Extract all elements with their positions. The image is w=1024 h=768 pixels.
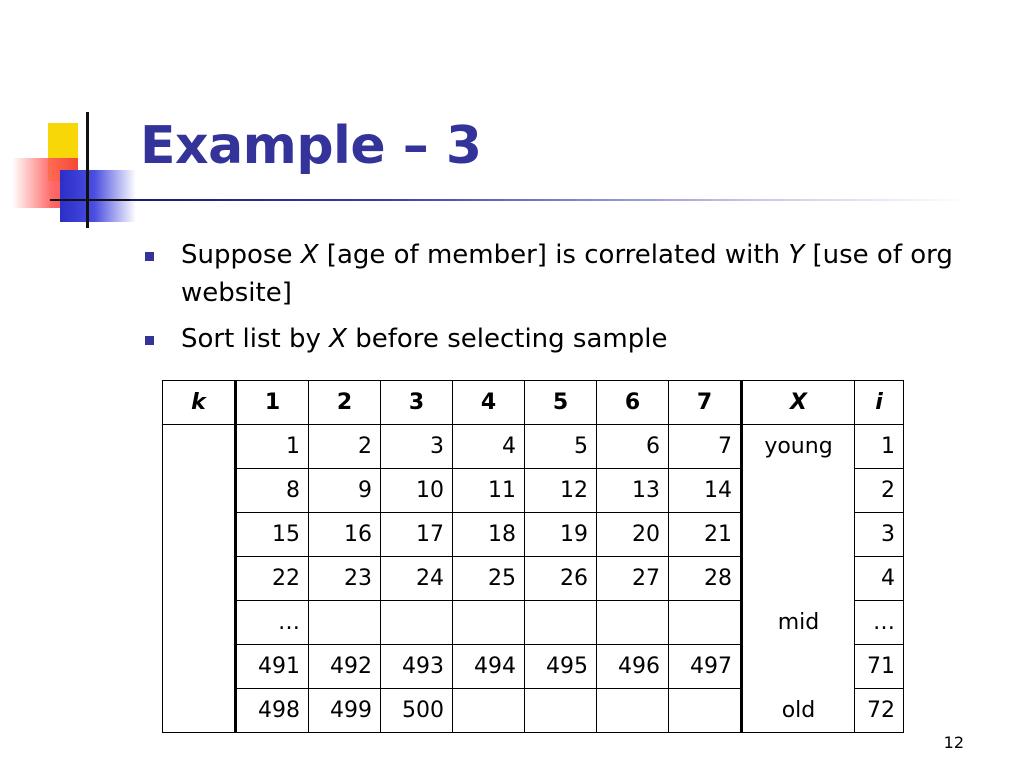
table-cell: 1 (236, 425, 309, 469)
table-cell: 20 (597, 513, 669, 557)
k-cell (163, 689, 236, 733)
k-cell (163, 425, 236, 469)
k-cell (163, 645, 236, 689)
table-cell (597, 689, 669, 733)
table-cell: 10 (381, 469, 453, 513)
i-cell: 72 (855, 689, 904, 733)
bullet-text: before selecting sample (346, 324, 668, 354)
x-cell (742, 557, 855, 601)
table-cell: 500 (381, 689, 453, 733)
table-cell: 16 (309, 513, 381, 557)
variable-name: Y (788, 240, 805, 270)
table-cell: 24 (381, 557, 453, 601)
table-row (163, 645, 904, 689)
header-col-4: 4 (453, 381, 525, 425)
table-row (163, 557, 904, 601)
i-cell: 3 (855, 513, 904, 557)
x-cell: mid (742, 601, 855, 645)
k-cell (163, 513, 236, 557)
decor-blue-square (60, 170, 136, 222)
x-cell (742, 645, 855, 689)
i-cell: 71 (855, 645, 904, 689)
i-cell: 4 (855, 557, 904, 601)
table-cell: 498 (236, 689, 309, 733)
table-cell: 15 (236, 513, 309, 557)
table-header-row (163, 381, 904, 425)
table-cell: 5 (525, 425, 597, 469)
table-cell: 8 (236, 469, 309, 513)
bullet-text: Suppose (181, 240, 301, 270)
table-cell: 495 (525, 645, 597, 689)
variable-name: X (300, 240, 319, 270)
i-cell: 1 (855, 425, 904, 469)
table-cell: 491 (236, 645, 309, 689)
header-col-1: 1 (236, 381, 309, 425)
table-cell: 19 (525, 513, 597, 557)
square-bullet-icon (145, 252, 154, 261)
header-i: i (855, 381, 904, 425)
table-row (163, 689, 904, 733)
header-k: k (163, 381, 236, 425)
i-cell: … (855, 601, 904, 645)
header-col-7: 7 (669, 381, 742, 425)
table-cell: 492 (309, 645, 381, 689)
x-cell: old (742, 689, 855, 733)
table-cell: 27 (597, 557, 669, 601)
slide-title: Example – 3 (140, 116, 482, 176)
decor-vertical-line (86, 112, 89, 228)
k-cell (163, 469, 236, 513)
table-cell: 2 (309, 425, 381, 469)
table-cell: 12 (525, 469, 597, 513)
table-cell (381, 601, 453, 645)
systematic-sample-table (162, 380, 904, 733)
table-cell: 6 (597, 425, 669, 469)
bullet-item (143, 320, 963, 358)
header-col-2: 2 (309, 381, 381, 425)
table-cell: 14 (669, 469, 742, 513)
decor-horizontal-line (50, 199, 140, 201)
table-cell: 3 (381, 425, 453, 469)
table-cell: 26 (525, 557, 597, 601)
table-cell: 28 (669, 557, 742, 601)
table-cell (453, 689, 525, 733)
table-cell: 494 (453, 645, 525, 689)
variable-name: X (329, 324, 347, 354)
table-cell: 499 (309, 689, 381, 733)
table-cell: 22 (236, 557, 309, 601)
x-cell (742, 469, 855, 513)
table-row (163, 513, 904, 557)
table-cell: 18 (453, 513, 525, 557)
table-cell (525, 689, 597, 733)
header-col-5: 5 (525, 381, 597, 425)
table-cell: 21 (669, 513, 742, 557)
table-cell (453, 601, 525, 645)
bullet-text: Sort list by (181, 324, 330, 354)
table-row (163, 601, 904, 645)
table-cell (309, 601, 381, 645)
header-col-6: 6 (597, 381, 669, 425)
page-number: 12 (943, 733, 964, 752)
table-cell: 9 (309, 469, 381, 513)
header-x: X (742, 381, 855, 425)
bullet-list (143, 236, 963, 366)
table-cell (669, 689, 742, 733)
square-bullet-icon (145, 336, 154, 345)
table-cell: 4 (453, 425, 525, 469)
table-cell (525, 601, 597, 645)
x-cell: young (742, 425, 855, 469)
table-cell: 11 (453, 469, 525, 513)
table-cell (669, 601, 742, 645)
table-cell: 497 (669, 645, 742, 689)
table-cell: 23 (309, 557, 381, 601)
table-cell: 13 (597, 469, 669, 513)
table-row (163, 425, 904, 469)
table-cell: 17 (381, 513, 453, 557)
table-cell: 25 (453, 557, 525, 601)
table-body (163, 425, 904, 733)
i-cell: 2 (855, 469, 904, 513)
k-cell (163, 601, 236, 645)
table-cell: 493 (381, 645, 453, 689)
table-cell: … (236, 601, 309, 645)
title-underline (130, 199, 970, 201)
bullet-text: [use of org website] (181, 240, 953, 308)
k-cell (163, 557, 236, 601)
table-cell: 7 (669, 425, 742, 469)
table-cell: 496 (597, 645, 669, 689)
bullet-text: [age of member] is correlated with (318, 240, 789, 270)
table-cell (597, 601, 669, 645)
table-row (163, 469, 904, 513)
bullet-item (143, 236, 963, 312)
header-col-3: 3 (381, 381, 453, 425)
x-cell (742, 513, 855, 557)
